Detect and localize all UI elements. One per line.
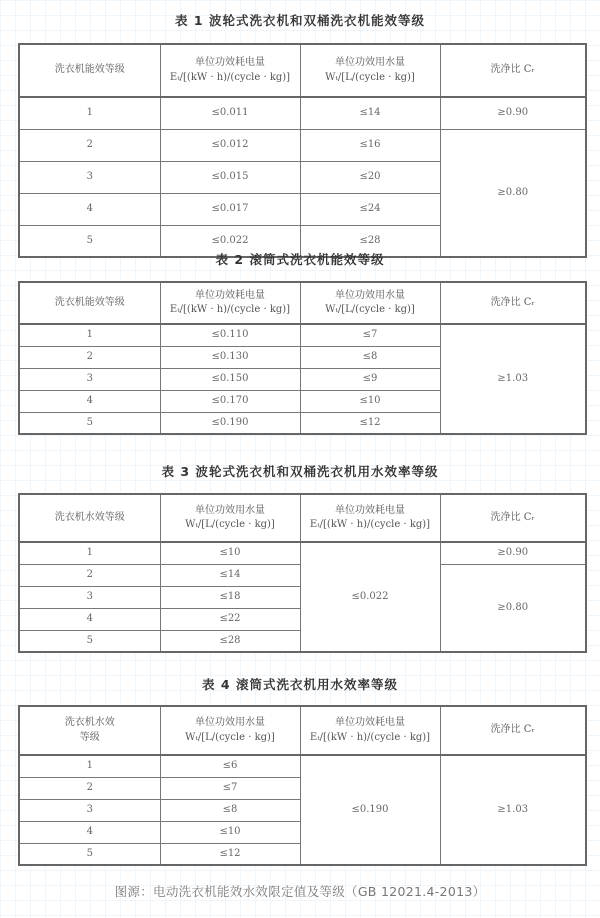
grade-cell: 4 [19, 390, 160, 412]
header-water: 单位功效用水量 Wₜ/[L/(cycle · kg)] [300, 282, 440, 324]
table-row [19, 755, 586, 777]
grade-cell: 4 [19, 821, 160, 843]
washing-ratio-cell: ≥0.80 [440, 129, 586, 257]
grade-cell: 3 [19, 161, 160, 193]
energy-cell: ≤0.011 [160, 97, 300, 129]
table-row [19, 97, 586, 129]
water-cell: ≤28 [160, 630, 300, 652]
water-cell: ≤7 [300, 324, 440, 346]
header-water: 单位功效用水量 Wₜ/[L/(cycle · kg)] [300, 44, 440, 97]
water-cell: ≤7 [160, 777, 300, 799]
grade-cell: 5 [19, 843, 160, 865]
water-cell: ≤22 [160, 608, 300, 630]
grade-cell: 2 [19, 564, 160, 586]
water-cell: ≤24 [300, 193, 440, 225]
water-cell: ≤20 [300, 161, 440, 193]
grade-cell: 1 [19, 542, 160, 564]
water-cell: ≤10 [160, 542, 300, 564]
grade-cell: 2 [19, 777, 160, 799]
water-cell: ≤12 [160, 843, 300, 865]
water-cell: ≤10 [300, 390, 440, 412]
header-grade: 洗衣机能效等级 [19, 282, 160, 324]
energy-cell: ≤0.022 [160, 225, 300, 257]
header-energy: 单位功效耗电量 Eₜ/[(kW · h)/(cycle · kg)] [160, 44, 300, 97]
table-1-energy-grades-pulsator [18, 43, 587, 258]
header-washing-ratio: 洗净比 Cᵣ [440, 494, 586, 542]
water-cell: ≤18 [160, 586, 300, 608]
grade-cell: 2 [19, 346, 160, 368]
table-2-energy-grades-drum [18, 281, 587, 435]
washing-ratio-cell: ≥1.03 [440, 324, 586, 434]
washing-ratio-cell: ≥0.90 [440, 97, 586, 129]
header-energy: 单位功效耗电量 Eₜ/[(kW · h)/(cycle · kg)] [300, 706, 440, 755]
table-header-row [19, 44, 586, 97]
grade-cell: 4 [19, 193, 160, 225]
table-3-title: 表 3 波轮式洗衣机和双桶洗衣机用水效率等级 [161, 464, 439, 479]
water-cell: ≤9 [300, 368, 440, 390]
energy-cell: ≤0.190 [300, 755, 440, 865]
energy-cell: ≤0.017 [160, 193, 300, 225]
grade-cell: 3 [19, 586, 160, 608]
water-cell: ≤10 [160, 821, 300, 843]
water-cell: ≤6 [160, 755, 300, 777]
energy-cell: ≤0.015 [160, 161, 300, 193]
grade-cell: 4 [19, 608, 160, 630]
header-washing-ratio: 洗净比 Cᵣ [440, 44, 586, 97]
energy-cell: ≤0.190 [160, 412, 300, 434]
header-washing-ratio: 洗净比 Cᵣ [440, 282, 586, 324]
water-cell: ≤12 [300, 412, 440, 434]
grade-cell: 3 [19, 799, 160, 821]
water-cell: ≤28 [300, 225, 440, 257]
washing-ratio-cell: ≥0.90 [440, 542, 586, 564]
table-row [19, 324, 586, 346]
table-4-title: 表 4 滚筒式洗衣机用水效率等级 [202, 677, 398, 692]
table-header-row [19, 706, 586, 755]
table-row [19, 129, 586, 161]
source-caption: 图源：电动洗衣机能效水效限定值及等级（GB 12021.4-2013） [114, 884, 486, 899]
energy-cell: ≤0.012 [160, 129, 300, 161]
table-header-row [19, 494, 586, 542]
header-washing-ratio: 洗净比 Cᵣ [440, 706, 586, 755]
grade-cell: 3 [19, 368, 160, 390]
water-cell: ≤16 [300, 129, 440, 161]
water-cell: ≤8 [160, 799, 300, 821]
table-header-row [19, 282, 586, 324]
grade-cell: 5 [19, 225, 160, 257]
grade-cell: 2 [19, 129, 160, 161]
energy-cell: ≤0.022 [300, 542, 440, 652]
energy-cell: ≤0.110 [160, 324, 300, 346]
header-water: 单位功效用水量 Wₜ/[L/(cycle · kg)] [160, 494, 300, 542]
washing-ratio-cell: ≥0.80 [440, 564, 586, 652]
table-1-title: 表 1 波轮式洗衣机和双桶洗衣机能效等级 [175, 13, 425, 28]
header-energy: 单位功效耗电量 Eₜ/[(kW · h)/(cycle · kg)] [300, 494, 440, 542]
energy-cell: ≤0.170 [160, 390, 300, 412]
energy-cell: ≤0.150 [160, 368, 300, 390]
table-row [19, 542, 586, 564]
grade-cell: 1 [19, 324, 160, 346]
header-grade: 洗衣机水效等级 [19, 494, 160, 542]
water-cell: ≤14 [300, 97, 440, 129]
grade-cell: 5 [19, 630, 160, 652]
header-grade: 洗衣机能效等级 [19, 44, 160, 97]
header-water: 单位功效用水量 Wₜ/[L/(cycle · kg)] [160, 706, 300, 755]
header-energy: 单位功效耗电量 Eₜ/[(kW · h)/(cycle · kg)] [160, 282, 300, 324]
energy-cell: ≤0.130 [160, 346, 300, 368]
table-2-title: 表 2 滚筒式洗衣机能效等级 [215, 252, 385, 267]
table-4-water-grades-drum [18, 705, 587, 866]
washing-ratio-cell: ≥1.03 [440, 755, 586, 865]
grade-cell: 1 [19, 755, 160, 777]
water-cell: ≤8 [300, 346, 440, 368]
grade-cell: 1 [19, 97, 160, 129]
table-3-water-grades-pulsator [18, 493, 587, 653]
grade-cell: 5 [19, 412, 160, 434]
water-cell: ≤14 [160, 564, 300, 586]
header-grade: 洗衣机水效 等级 [19, 706, 160, 755]
